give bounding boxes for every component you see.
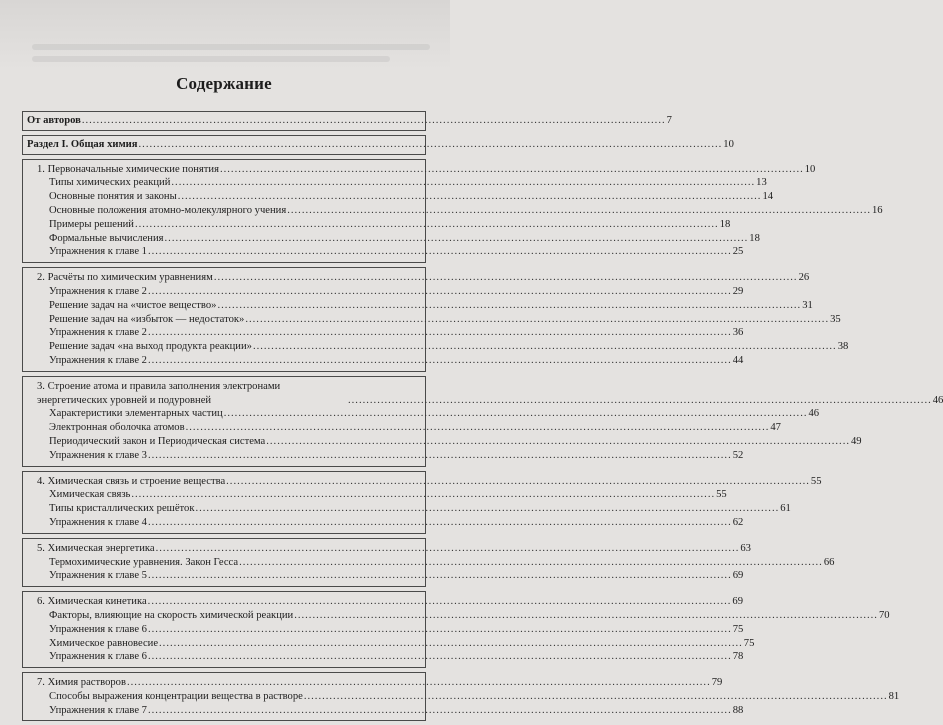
toc-entry-label: Основные положения атомно-молекулярного учения xyxy=(49,204,287,216)
toc-section-box xyxy=(22,471,822,534)
toc-subsection-entry[interactable] xyxy=(25,449,744,463)
toc-subsection-entry[interactable] xyxy=(25,204,883,218)
toc-entry-label: Упражнения к главе 5 xyxy=(49,570,147,582)
toc-subsection-entry[interactable] xyxy=(25,488,727,502)
toc-subsection-entry[interactable] xyxy=(25,326,744,340)
toc-subsection-entry[interactable] xyxy=(25,637,755,651)
toc-page-number: 55 xyxy=(810,475,822,487)
dot-leader xyxy=(148,285,732,299)
toc-section-box xyxy=(22,672,900,721)
toc-page-number: 69 xyxy=(732,570,744,582)
toc-subsection-entry[interactable] xyxy=(25,176,767,190)
toc-entry-label: Основные понятия и законы xyxy=(49,191,177,203)
dot-leader xyxy=(127,676,711,690)
toc-entry-label: Термохимические уравнения. Закон Гесса xyxy=(49,556,239,568)
dot-leader xyxy=(294,609,878,623)
dot-leader xyxy=(195,502,779,516)
toc-page-number: 38 xyxy=(837,341,849,353)
dot-leader xyxy=(253,340,837,354)
toc-page-number: 88 xyxy=(732,704,744,716)
toc-entry-label: Формальные вычисления xyxy=(49,232,164,244)
toc-entry-label: Типы кристаллических решёток xyxy=(49,503,195,515)
toc-subsection-entry[interactable] xyxy=(25,650,744,664)
toc-subsection-entry[interactable] xyxy=(25,313,841,327)
toc-entry-label: Химическое равновесие xyxy=(49,637,159,649)
toc-entry-label: 1. Первоначальные химические понятия xyxy=(37,163,219,175)
toc-page-number: 35 xyxy=(830,313,841,325)
toc-entry-label: Решение задач на «избыток — недостаток» xyxy=(49,313,245,325)
page-title: Содержание xyxy=(176,74,272,93)
toc-chapter-entry[interactable] xyxy=(25,542,751,556)
toc-page-number: 61 xyxy=(780,503,791,515)
dot-leader xyxy=(165,232,749,246)
toc-entry-label: Электронная оболочка атомов xyxy=(49,422,185,434)
toc-page-number: 10 xyxy=(804,163,816,175)
toc-page-number: 78 xyxy=(732,651,744,663)
toc-page-number: 63 xyxy=(740,542,751,554)
toc-entry-label: Упражнения к главе 6 xyxy=(49,623,147,635)
toc-chapter-entry[interactable] xyxy=(25,163,816,177)
toc-entry-label: Способы выражения концентрации вещества в растворе xyxy=(49,690,303,702)
toc-page-number: 55 xyxy=(716,489,727,501)
toc-entry-label: 4. Химическая связь и строение вещества xyxy=(37,475,226,487)
toc-section-box xyxy=(22,111,672,131)
toc-page-number: 75 xyxy=(743,637,755,649)
dot-leader xyxy=(287,204,871,218)
toc-entry-label: Упражнения к главе 1 xyxy=(49,246,147,258)
toc-subsection-entry[interactable] xyxy=(25,421,781,435)
toc-subsection-entry[interactable] xyxy=(25,354,744,368)
toc-subsection-entry[interactable] xyxy=(25,609,890,623)
toc-entry-label: Упражнения к главе 2 xyxy=(49,354,147,366)
toc-subsection-entry[interactable] xyxy=(25,218,731,232)
toc-page-number: 18 xyxy=(719,218,731,230)
toc-page xyxy=(22,74,943,725)
toc-page-number: 46 xyxy=(808,408,820,420)
toc-page-number: 49 xyxy=(851,435,862,447)
dot-leader xyxy=(148,354,732,368)
toc-page-number: 69 xyxy=(732,596,744,608)
toc-entry-label: 7. Химия растворов xyxy=(37,677,126,689)
toc-entry-label: Решение задач «на выход продукта реакции» xyxy=(49,341,252,353)
toc-page-number: 62 xyxy=(732,516,744,528)
toc-chapter-entry[interactable] xyxy=(25,271,810,285)
toc-subsection-entry[interactable] xyxy=(25,704,744,718)
toc-subsection-entry[interactable] xyxy=(25,435,862,449)
toc-page-number: 44 xyxy=(732,354,744,366)
toc-entry-label: Типы химических реакций xyxy=(49,177,171,189)
dot-leader xyxy=(148,623,732,637)
toc-section-box xyxy=(22,267,849,372)
dot-leader xyxy=(156,542,740,556)
toc-entry-label: Упражнения к главе 4 xyxy=(49,516,147,528)
dot-leader xyxy=(245,313,829,327)
toc-page-number: 47 xyxy=(770,422,781,434)
toc-chapter-entry[interactable] xyxy=(25,676,723,690)
dot-leader xyxy=(135,218,719,232)
dot-leader xyxy=(148,595,732,609)
toc-subsection-entry[interactable] xyxy=(25,516,744,530)
dot-leader xyxy=(148,569,732,583)
toc-subsection-entry[interactable] xyxy=(25,407,820,421)
toc-page-number: 25 xyxy=(732,246,744,258)
previous-page-bleed-through xyxy=(0,0,450,70)
toc-section-box xyxy=(22,538,835,587)
toc-page-number: 14 xyxy=(762,191,774,203)
toc-entry-label: 2. Расчёты по химическим уравнениям xyxy=(37,272,213,284)
toc-page-number: 16 xyxy=(871,204,883,216)
toc-page-number: 81 xyxy=(888,690,900,702)
toc-entry-label: 5. Химическая энергетика xyxy=(37,542,155,554)
dot-leader xyxy=(148,516,732,530)
dot-leader xyxy=(148,245,732,259)
toc-subsection-entry[interactable] xyxy=(25,569,744,583)
toc-part-entry[interactable] xyxy=(25,114,672,128)
toc-page-number: 31 xyxy=(802,299,813,311)
toc-section-box xyxy=(22,376,943,467)
toc-page-number: 18 xyxy=(749,232,760,244)
toc-section-box xyxy=(22,159,883,264)
toc-entry-label: 3. Строение атома и правила заполнения электронами энергетических уровней и подуровней xyxy=(37,380,281,406)
dot-leader xyxy=(348,394,932,408)
toc-page-number: 29 xyxy=(732,285,744,297)
toc-section-box xyxy=(22,135,734,155)
toc-subsection-entry[interactable] xyxy=(25,299,813,313)
toc-subsection-entry[interactable] xyxy=(25,245,744,259)
toc-page-number: 36 xyxy=(732,327,744,339)
dot-leader xyxy=(159,637,743,651)
dot-leader xyxy=(148,704,732,718)
toc-page-number: 10 xyxy=(723,138,734,150)
dot-leader xyxy=(148,449,732,463)
toc-entry-label: От авторов xyxy=(27,115,81,126)
dot-leader xyxy=(148,650,732,664)
toc-subsection-entry[interactable] xyxy=(25,190,774,204)
toc-entry-label: Упражнения к главе 2 xyxy=(49,327,147,339)
toc-entry-label: Факторы, влияющие на скорость химической реакции xyxy=(49,609,294,621)
toc-subsection-entry[interactable] xyxy=(25,623,744,637)
dot-leader xyxy=(224,407,808,421)
dot-leader xyxy=(217,299,801,313)
toc-page-number: 79 xyxy=(711,677,723,689)
toc-entry-label: Упражнения к главе 7 xyxy=(49,704,147,716)
dot-leader xyxy=(186,421,770,435)
dot-leader xyxy=(214,271,798,285)
toc-subsection-entry[interactable] xyxy=(25,232,760,246)
toc-entry-label: Химическая связь xyxy=(49,489,131,501)
dot-leader xyxy=(139,138,723,152)
dot-leader xyxy=(266,435,850,449)
bleed-line xyxy=(32,56,390,62)
toc-subsection-entry[interactable] xyxy=(25,690,900,704)
dot-leader xyxy=(148,326,732,340)
toc-section-box xyxy=(22,591,890,668)
dot-leader xyxy=(82,114,666,128)
bleed-line xyxy=(32,44,430,50)
toc-chapter-entry[interactable] xyxy=(25,380,943,408)
dot-leader xyxy=(220,163,804,177)
toc-entry-label: Периодический закон и Периодическая система xyxy=(49,435,266,447)
toc-page-number: 46 xyxy=(932,394,943,406)
dot-leader xyxy=(226,475,810,489)
toc-page-number: 7 xyxy=(666,115,672,126)
toc-part-entry[interactable] xyxy=(25,138,734,152)
toc-page-number: 66 xyxy=(823,556,835,568)
toc-subsection-entry[interactable] xyxy=(25,340,849,354)
toc-subsection-entry[interactable] xyxy=(25,502,791,516)
dot-leader xyxy=(171,176,755,190)
dot-leader xyxy=(131,488,715,502)
toc-page-number: 75 xyxy=(732,623,744,635)
toc-subsection-entry[interactable] xyxy=(25,285,744,299)
dot-leader xyxy=(304,690,888,704)
toc-entry-label: Решение задач на «чистое вещество» xyxy=(49,299,217,311)
toc-subsection-entry[interactable] xyxy=(25,556,835,570)
toc-chapter-entry[interactable] xyxy=(25,475,822,489)
toc-chapter-entry[interactable] xyxy=(25,595,744,609)
toc-entry-label: Упражнения к главе 6 xyxy=(49,651,147,663)
dot-leader xyxy=(239,556,823,570)
toc-entry-label: 6. Химическая кинетика xyxy=(37,596,147,608)
table-of-contents xyxy=(22,111,943,721)
toc-entry-label: Упражнения к главе 3 xyxy=(49,449,147,461)
toc-entry-label: Раздел I. Общая химия xyxy=(27,138,138,150)
toc-entry-label: Примеры решений xyxy=(49,218,134,230)
toc-entry-label: Характеристики элементарных частиц xyxy=(49,408,223,420)
toc-page-number: 70 xyxy=(878,609,890,621)
toc-entry-label: Упражнения к главе 2 xyxy=(49,285,147,297)
toc-page-number: 26 xyxy=(798,272,810,284)
toc-page-number: 13 xyxy=(756,177,767,189)
dot-leader xyxy=(178,190,762,204)
toc-page-number: 52 xyxy=(732,449,744,461)
